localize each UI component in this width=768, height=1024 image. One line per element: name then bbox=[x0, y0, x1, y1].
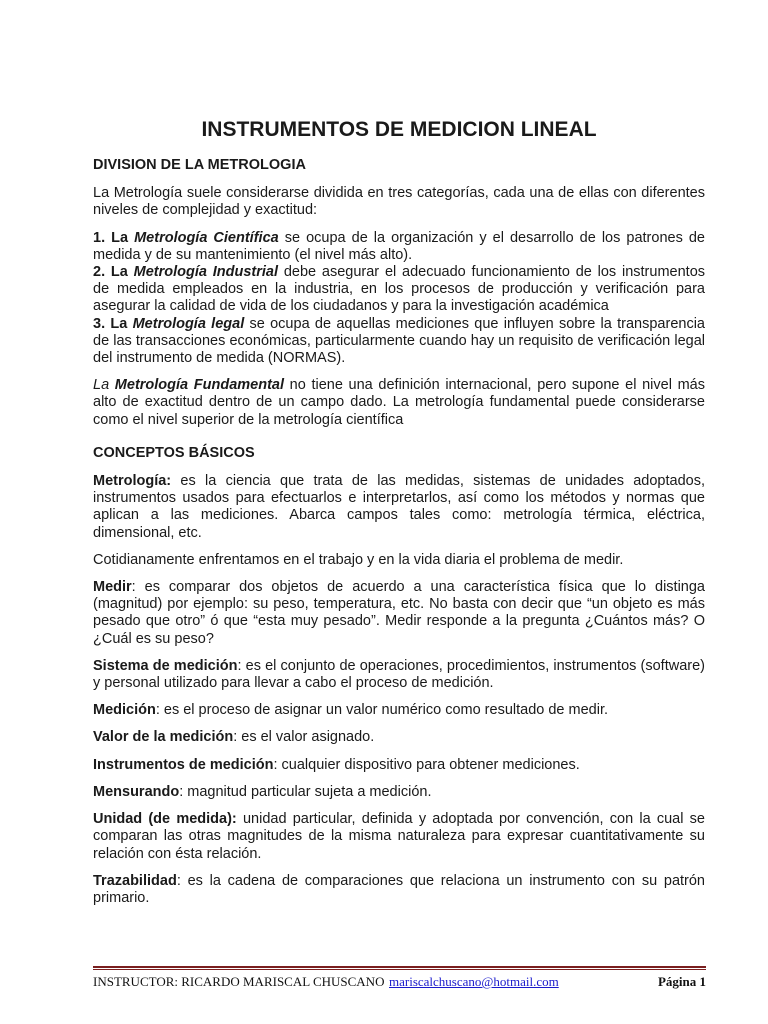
definition-text: : cualquier dispositivo para obtener mediciones. bbox=[273, 756, 580, 773]
item-text: debe asegurar el adecuado funcionamiento de los instrumentos de medida empleados en la industria, en los procesos de producción y verificación para asegurar la calidad de vida de los ciudadanos y para la investigación académica bbox=[93, 264, 706, 315]
footer-email-link[interactable]: mariscalchuscano@hotmail.com bbox=[389, 974, 559, 989]
document-body bbox=[93, 117, 705, 917]
section-heading-conceptos: CONCEPTOS BÁSICOS bbox=[93, 444, 255, 461]
definition-unidad bbox=[93, 811, 705, 863]
definition-term: Metrología: bbox=[93, 473, 172, 490]
item-prefix: 2. La bbox=[93, 264, 134, 281]
definition-mensurando bbox=[93, 784, 705, 801]
definition-text: : es la cadena de comparaciones que relaciona un instrumento con su patrón primario. bbox=[93, 872, 705, 906]
category-item-industrial bbox=[93, 264, 705, 316]
category-item-legal bbox=[93, 316, 705, 368]
definition-term: Unidad (de medida): bbox=[93, 811, 237, 828]
fundamental-name: Metrología Fundamental bbox=[114, 377, 284, 394]
footer-page-number: Página 1 bbox=[657, 974, 706, 989]
section-heading-division: DIVISION DE LA METROLOGIA bbox=[93, 157, 306, 173]
cotidiano-paragraph: Cotidianamente enfrentamos en el trabajo y en la vida diaria el problema de medir. bbox=[93, 551, 624, 568]
definition-text: : es el valor asignado. bbox=[233, 729, 375, 746]
definition-text: : es el conjunto de operaciones, procedimientos, instrumentos (software) y personal utilizado para llevar a cabo el proceso de medición. bbox=[93, 657, 705, 692]
footer-divider-thin bbox=[93, 969, 706, 970]
item-prefix: 1. La bbox=[93, 229, 135, 246]
metrology-categories-list bbox=[93, 230, 705, 368]
definition-instrumentos bbox=[93, 757, 705, 774]
definition-term: Medición bbox=[93, 702, 156, 719]
definition-medicion bbox=[93, 702, 705, 719]
definition-text: : es el proceso de asignar un valor numérico como resultado de medir. bbox=[155, 702, 608, 719]
footer-instructor: INSTRUCTOR: RICARDO MARISCAL CHUSCANO bbox=[93, 974, 385, 989]
definition-term: Sistema de medición bbox=[93, 657, 238, 674]
fundamental-paragraph bbox=[93, 377, 705, 429]
item-text: se ocupa de la organización y el desarrollo de los patrones de medida y de su mantenimiento (el nivel más alto). bbox=[93, 229, 705, 263]
item-prefix: 3. La bbox=[93, 315, 133, 332]
definition-term: Trazabilidad bbox=[93, 872, 177, 889]
item-name: Metrología Científica bbox=[134, 229, 279, 246]
definition-text: unidad particular, definida y adoptada por convención, con la cual se comparan las otras magnitudes de la misma naturaleza para expresar cuantitativamente su relación con ésta relación. bbox=[93, 811, 705, 862]
item-text: se ocupa de aquellas mediciones que influyen sobre la transparencia de las transacciones económicas, particularmente cuando hay un requisito de verificación legal del instrumento de medida (NORMAS). bbox=[93, 315, 705, 367]
fundamental-prefix: La bbox=[93, 377, 115, 394]
item-name: Metrología legal bbox=[132, 315, 245, 332]
definition-term: Valor de la medición bbox=[93, 729, 234, 746]
definition-term: Mensurando bbox=[93, 783, 180, 800]
definition-text: es la ciencia que trata de las medidas, sistemas de unidades adoptados, instrumentos usados para efectuarlos e interpretarlos, así como los métodos y normas que aplican a las mediciones. Abarca campos tales como: metrología térmica, eléctrica, dimensional, etc. bbox=[93, 473, 705, 541]
definition-trazabilidad bbox=[93, 873, 705, 907]
definition-sistema bbox=[93, 658, 705, 692]
definition-term: Instrumentos de medición bbox=[93, 756, 274, 773]
category-item-cientifica bbox=[93, 230, 705, 264]
definition-text: : es comparar dos objetos de acuerdo a una característica física que lo distinga (magnitud) por ejemplo: su peso, temperatura, etc. No basta con decir que “un objeto es más pesado que otro” ó que “esta muy pesado”. Medir responde a la pregunta ¿Cuántos más? O ¿Cuál es su peso? bbox=[93, 579, 705, 647]
division-intro: La Metrología suele considerarse dividida en tres categorías, cada una de ellas con diferentes niveles de complejidad y exactitud: bbox=[93, 185, 705, 219]
definition-metrologia bbox=[93, 473, 705, 542]
definition-valor bbox=[93, 729, 705, 746]
footer-divider-thick bbox=[93, 966, 706, 968]
definition-medir bbox=[93, 579, 705, 648]
fundamental-text: no tiene una definición internacional, pero supone el nivel más alto de exactitud dentro de un campo dado. La metrología fundamental puede considerarse como el nivel superior de la metrología científica bbox=[93, 377, 705, 428]
document-title: INSTRUMENTOS DE MEDICION LINEAL bbox=[201, 118, 597, 141]
definition-term: Medir bbox=[93, 579, 132, 596]
item-name: Metrología Industrial bbox=[133, 264, 279, 281]
definition-text: : magnitud particular sujeta a medición. bbox=[179, 783, 432, 800]
